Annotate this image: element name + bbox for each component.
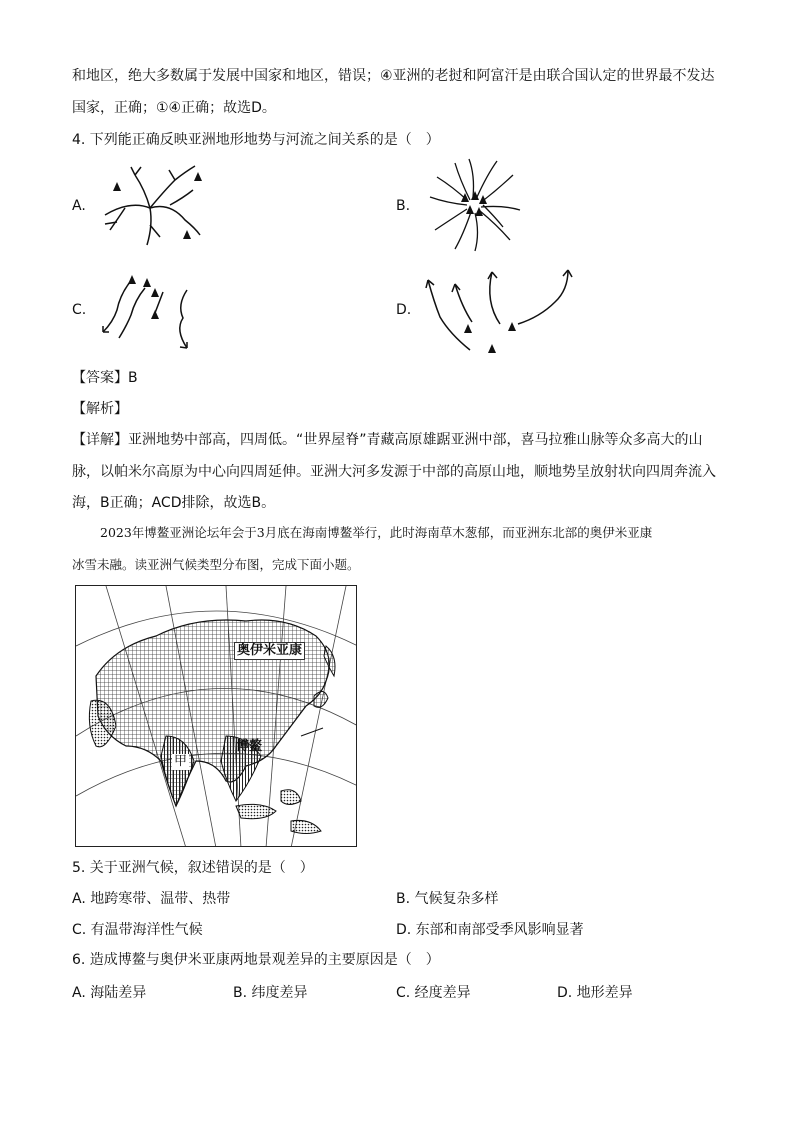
q6-option-c[interactable]: C. 经度差异 [396,985,471,1001]
label-oymyakon: 奥伊米亚康 [234,642,305,660]
label-jia: 甲 [174,754,188,769]
option-b-diagram [425,155,525,255]
passage-line-1: 2023年博鳌亚洲论坛年会于3月底在海南博鳌举行，此时海南草木葱郁，而亚洲东北部的奥伊米亚康 [100,525,653,540]
q5-option-b[interactable]: B. 气候复杂多样 [396,891,499,907]
detail-line-2: 脉，以帕米尔高原为中心向四周延伸。亚洲大河多发源于中部的高原山地，顺地势呈放射状向四周奔流入 [72,464,716,480]
q6-option-d[interactable]: D. 地形差异 [557,985,633,1001]
prev-explanation-line1: 和地区，绝大多数属于发展中国家和地区，错误；④亚洲的老挝和阿富汗是由联合国认定的世界最不发达 [72,68,715,84]
q5-option-a[interactable]: A. 地跨寒带、温带、热带 [72,891,231,907]
prev-explanation-line2: 国家，正确；①④正确；故选D。 [72,100,276,116]
answer-q4: 【答案】B [72,370,138,386]
option-a-diagram [95,160,225,255]
option-d-label: D. [396,302,412,318]
q5-option-d[interactable]: D. 东部和南部受季风影响显著 [396,922,584,938]
option-d-diagram [420,262,580,362]
asia-climate-map [75,585,357,847]
option-a-label: A. [72,198,86,214]
analysis-heading: 【解析】 [72,401,128,417]
option-c-diagram [95,270,205,355]
question-5-stem: 5. 关于亚洲气候，叙述错误的是（ ） [72,860,314,876]
label-boao: 博鳌 [236,739,263,754]
q6-option-b[interactable]: B. 纬度差异 [233,985,308,1001]
detail-line-1: 【详解】亚洲地势中部高，四周低。“世界屋脊”青藏高原雄踞亚洲中部，喜马拉雅山脉等众多高大的山 [72,432,703,448]
q6-option-a[interactable]: A. 海陆差异 [72,985,147,1001]
passage-line-2: 冰雪未融。读亚洲气候类型分布图，完成下面小题。 [72,557,360,572]
option-b-label: B. [396,198,411,214]
question-6-stem: 6. 造成博鳌与奥伊米亚康两地景观差异的主要原因是（ ） [72,952,440,968]
question-4-stem: 4. 下列能正确反映亚洲地形地势与河流之间关系的是（ ） [72,132,440,148]
detail-line-3: 海，B正确；ACD排除，故选B。 [72,495,276,511]
q5-option-c[interactable]: C. 有温带海洋性气候 [72,922,203,938]
option-c-label: C. [72,302,87,318]
